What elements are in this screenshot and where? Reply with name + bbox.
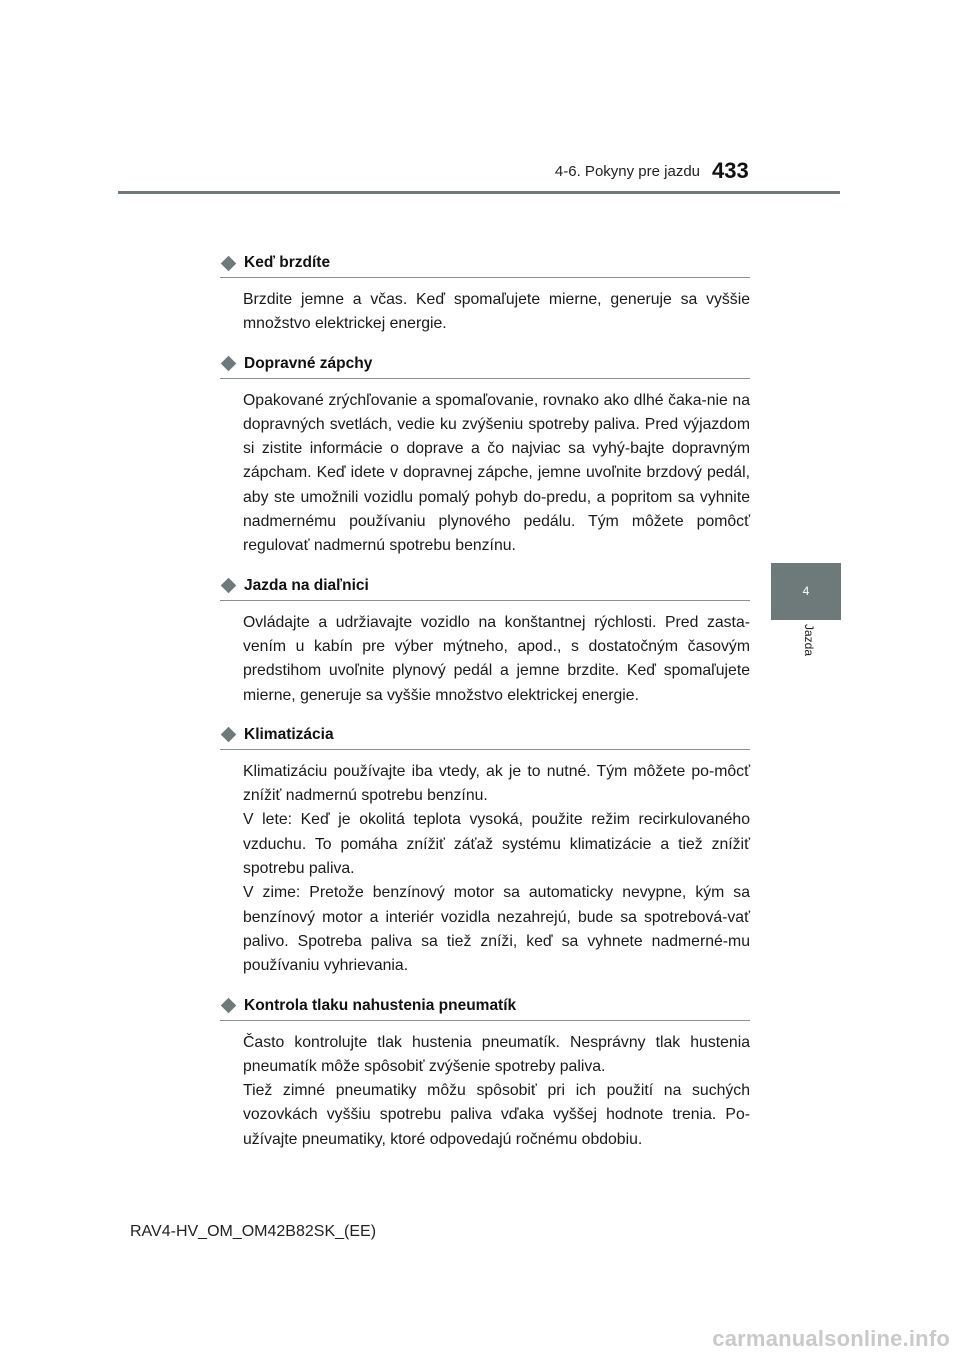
- section-heading: [220, 995, 750, 1017]
- paragraph: Opakované zrýchľovanie a spomaľovanie, rovnako ako dlhé čaka-nie na dopravných svetlách, vedie ku zvýšeniu spotreby paliva. Pred výjazdom si zistite informácie o doprave a čo najviac sa vyhý-bajte dopravným zápcham. Keď idete v dopravnej zápche, jemne uvoľnite brzdový pedál, aby ste umožnili vozidlu pomalý pohyb do-predu, a popritom sa vyhnite nadmernému používaniu plynového pedálu. Tým môžete pomôcť regulovať nadmernú spotrebu benzínu.: [243, 391, 750, 555]
- document-code: RAV4-HV_OM_OM42B82SK_(EE): [130, 1223, 377, 1240]
- diamond-bullet-icon: [221, 998, 237, 1014]
- section-heading: [220, 724, 750, 746]
- paragraph: V zime: Pretože benzínový motor sa automaticky nevypne, kým sa benzínový motor a interiér vozidla nezahrejú, bude sa spotrebová-vať palivo. Spotreba paliva sa tiež zníži, keď sa vyhnete nadmerné-mu používaniu vyhrievania.: [243, 884, 750, 975]
- section-heading: [220, 575, 750, 597]
- paragraph: Brzdite jemne a včas. Keď spomaľujete mierne, generuje sa vyššie množstvo elektrickej energie.: [243, 291, 750, 333]
- section-body: [220, 760, 750, 979]
- section-traffic: [220, 353, 750, 559]
- page-number: 433: [712, 158, 749, 183]
- section-title: Jazda na diaľnici: [244, 576, 369, 594]
- chapter-label: Jazda: [802, 624, 816, 657]
- section-body: [220, 389, 750, 559]
- section-title: Keď brzdíte: [244, 254, 331, 271]
- paragraph: Často kontrolujte tlak hustenia pneumatík. Nesprávny tlak hustenia pneumatík môže spôsobiť zvýšenie spotreby paliva.: [243, 1033, 750, 1075]
- chapter-tab: 4: [771, 563, 841, 620]
- heading-rule: [220, 600, 750, 601]
- section-body: [220, 611, 750, 708]
- heading-rule: [220, 1020, 750, 1021]
- section-air-conditioning: [220, 724, 750, 979]
- content: [220, 252, 750, 1152]
- section-title: Dopravné zápchy: [244, 354, 373, 372]
- section-body: [220, 288, 750, 337]
- paragraph: V lete: Keď je okolitá teplota vysoká, použite režim recirkulovaného vzduchu. To pomáha znížiť záťaž systému klimatizácie a tiež znížiť spotrebu paliva.: [243, 811, 750, 878]
- heading-rule: [220, 277, 750, 278]
- header-rule: [118, 191, 840, 194]
- paragraph: Ovládajte a udržiavajte vozidlo na konštantnej rýchlosti. Pred zasta-vením u kabín pre výber mýtneho, apod., s dostatočným časovým predstihom uvoľnite plynový pedál a jemne brzdite. Keď spomaľujete mierne, generuje sa vyššie množstvo elektrickej energie.: [243, 613, 750, 704]
- diamond-bullet-icon: [221, 578, 237, 594]
- section-heading: [220, 252, 750, 274]
- diamond-bullet-icon: [221, 356, 237, 372]
- diamond-bullet-icon: [221, 727, 237, 743]
- section-highway: [220, 575, 750, 708]
- section-tire-pressure: [220, 995, 750, 1152]
- paragraph: Tiež zimné pneumatiky môžu spôsobiť pri ich použití na suchých vozovkách vyššiu spotrebu paliva vďaka vyššej hodnote trenia. Po-užívajte pneumatiky, ktoré odpovedajú ročnému obdobiu.: [243, 1082, 750, 1148]
- section-heading: [220, 353, 750, 375]
- heading-rule: [220, 749, 750, 750]
- paragraph: Klimatizáciu používajte iba vtedy, ak je to nutné. Tým môžete po-môcť znížiť nadmernú spotrebu benzínu.: [243, 762, 750, 805]
- heading-rule: [220, 378, 750, 379]
- section-title: Klimatizácia: [244, 725, 334, 743]
- section-body: [220, 1031, 750, 1152]
- header-section-title: 4-6. Pokyny pre jazdu: [554, 163, 700, 180]
- section-braking: [220, 252, 750, 337]
- diamond-bullet-icon: [221, 255, 237, 271]
- watermark: carmanualsonline.info: [712, 1326, 950, 1351]
- section-title: Kontrola tlaku nahustenia pneumatík: [244, 996, 517, 1014]
